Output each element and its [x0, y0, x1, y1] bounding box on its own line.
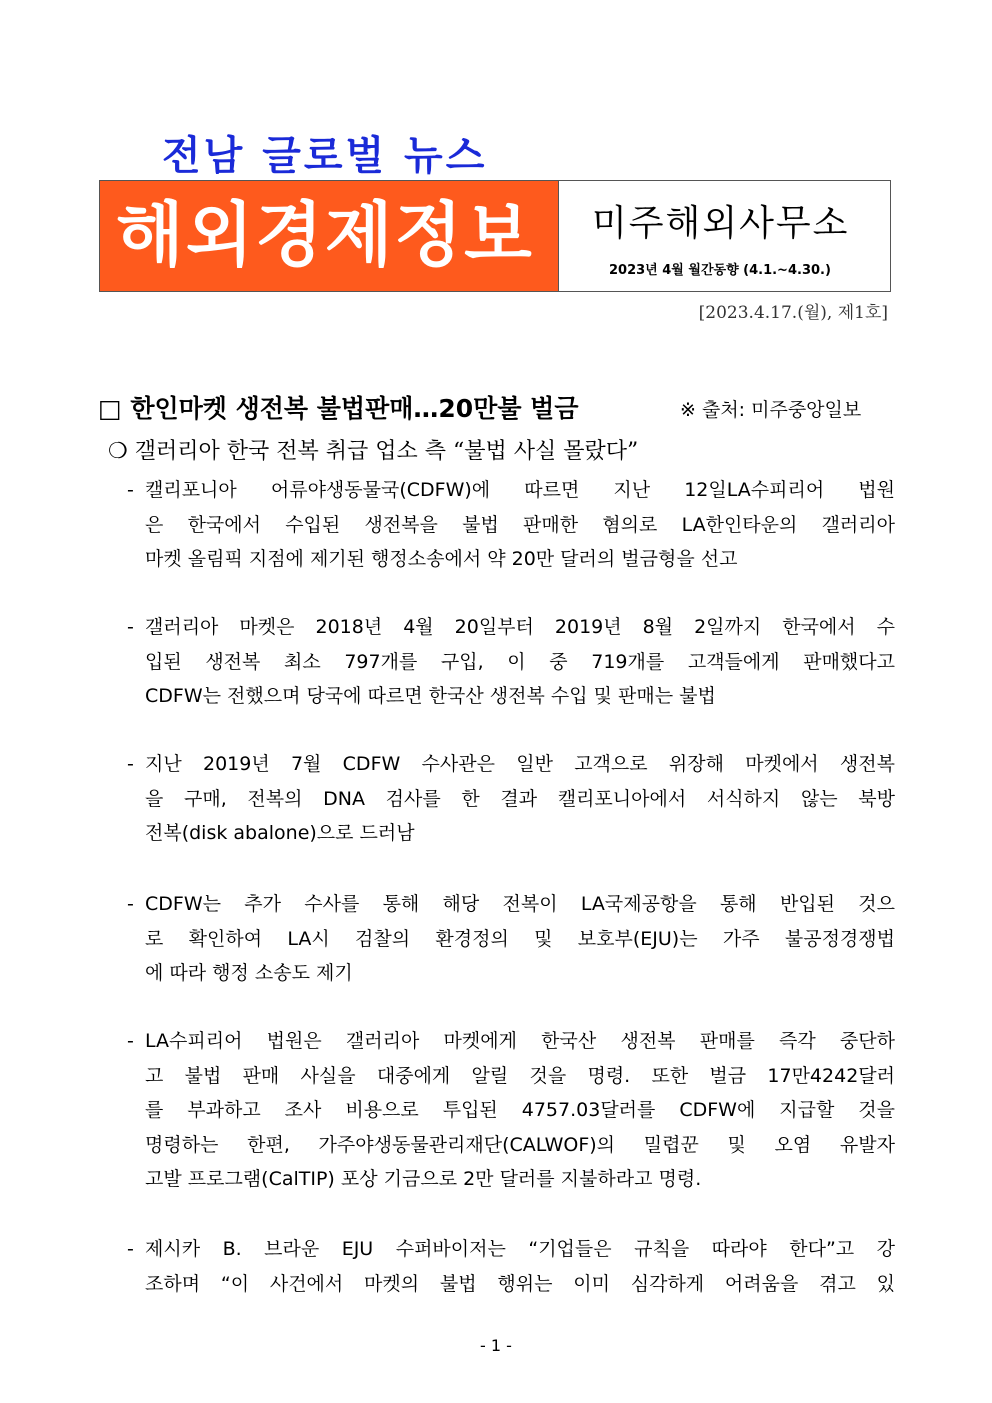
page-number: - 1 - [480, 1336, 512, 1355]
bullet-line: 지난 2019년 7월 CDFW 수사관은 일반 고객으로 위장해 마켓에서 생전복 [145, 753, 895, 775]
bullet-dash: - [127, 1030, 134, 1052]
bullet-line: 고 불법 판매 사실을 대중에게 알릴 것을 명령. 또한 벌금 17만4242달러 [145, 1064, 895, 1087]
office-name: 미주해외사무소 [592, 203, 850, 244]
bullet-line: LA수피리어 법원은 갤러리아 마켓에게 한국산 생전복 판매를 즉각 중단하 [145, 1030, 895, 1052]
bullet-item [127, 747, 895, 851]
bullet-line: 고발 프로그램(CalTIP) 포상 기금으로 2만 달러를 지불하라고 명령. [145, 1168, 702, 1190]
bullet-dash: - [127, 479, 134, 501]
bullet-dash: - [127, 893, 134, 915]
bullet-line: 캘리포니아 어류야생동물국(CDFW)에 따르면 지난 12일LA수피리어 법원 [145, 479, 895, 501]
bullet-line: 은 한국에서 수입된 생전복을 불법 판매한 혐의로 LA한인타운의 갤러리아 [145, 513, 895, 536]
banner-title: 해외경제정보 [116, 194, 534, 276]
bullet-line: 전복(disk abalone)으로 드러남 [145, 822, 415, 844]
bullet-line: 명령하는 한편, 가주야생동물관리재단(CALWOF)의 밀렵꾼 및 오염 유발자 [145, 1133, 895, 1156]
bullet-line: 를 부과하고 조사 비용으로 투입된 4757.03달러를 CDFW에 지급할 것을 [145, 1099, 895, 1121]
bullet-line: 제시카 B. 브라운 EJU 수퍼바이저는 “기업들은 규칙을 따라야 한다”고 강 [145, 1238, 895, 1260]
bullet-dash: - [127, 753, 134, 775]
bullet-dash: - [127, 1238, 134, 1260]
bullet-item [127, 1024, 895, 1197]
bullet-line: 갤러리아 마켓은 2018년 4월 20일부터 2019년 8월 2일까지 한국에서 수 [145, 616, 895, 638]
banner-title-box [100, 181, 559, 291]
bullet-item [127, 473, 895, 577]
bullet-item [127, 1232, 895, 1301]
bullet-line: CDFW는 추가 수사를 통해 해당 전복이 LA국제공항을 통해 반입된 것으 [145, 893, 895, 915]
bullet-line: 조하며 “이 사건에서 마켓의 불법 행위는 이미 심각하게 어려움을 겪고 있 [145, 1272, 895, 1295]
article-source: ※ 출처: 미주중앙일보 [680, 399, 862, 421]
header-banner [99, 180, 891, 292]
article-subhead: ❍ 갤러리아 한국 전복 취급 업소 측 “불법 사실 몰랐다” [108, 439, 639, 464]
article-headline: □ 한인마켓 생전복 불법판매…20만불 벌금 [98, 394, 579, 423]
bullet-line: 로 확인하여 LA시 검찰의 환경정의 및 보호부(EJU)는 가주 불공정경쟁법 [145, 927, 895, 950]
bullet-line: CDFW는 전했으며 당국에 따르면 한국산 생전복 수입 및 판매는 불법 [145, 685, 716, 707]
bullet-line: 을 구매, 전복의 DNA 검사를 한 결과 캘리포니아에서 서식하지 않는 북방 [145, 787, 895, 810]
report-period: 2023년 4월 월간동향 (4.1.~4.30.) [609, 263, 831, 278]
bullet-item [127, 887, 895, 991]
bullet-line: 에 따라 행정 소송도 제기 [145, 962, 353, 984]
bullet-line: 입된 생전복 최소 797개를 구입, 이 중 719개를 고객들에게 판매했다고 [145, 650, 895, 673]
bullet-item [127, 610, 895, 714]
bullet-line: 마켓 올림픽 지점에 제기된 행정소송에서 약 20만 달러의 벌금형을 선고 [145, 548, 738, 570]
newsletter-title: 전남 글로벌 뉴스 [162, 133, 488, 179]
issue-date: [2023.4.17.(월), 제1호] [698, 303, 888, 323]
bullet-dash: - [127, 616, 134, 638]
